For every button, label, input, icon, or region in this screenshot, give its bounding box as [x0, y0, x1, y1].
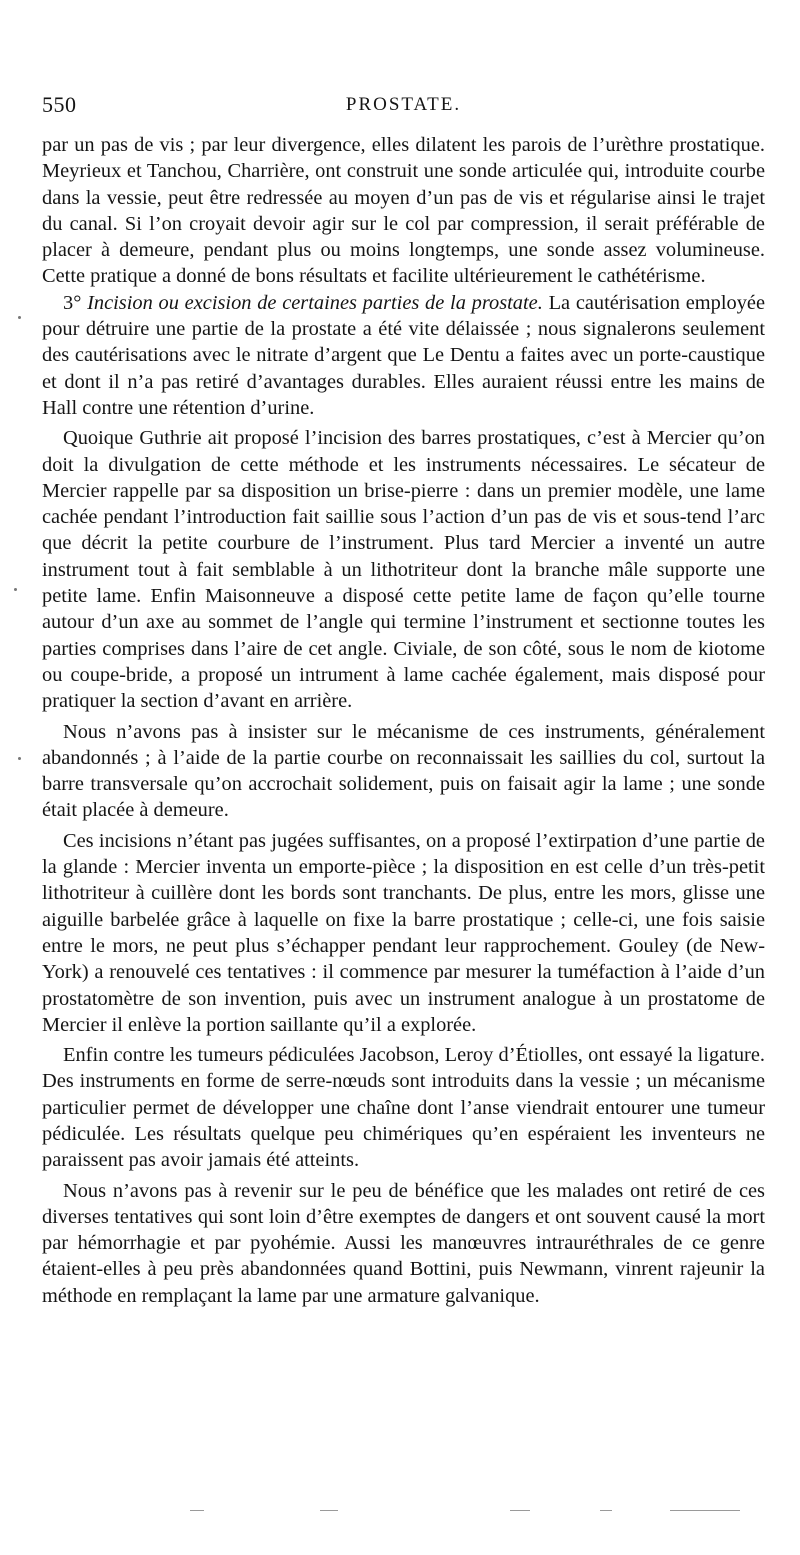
footer-scan-marks	[180, 1510, 760, 1520]
book-page	[42, 92, 765, 1309]
paragraph-1: par un pas de vis ; par leur divergence, elles dilatent les parois de l’urèthre prostatique. Meyrieux et Tanchou, Charrière, ont construit une sonde articulée qui, introduite courbe dans la vessie, peut être redressée au moyen d’un pas de vis et régularise ainsi le trajet du canal. Si l’on croyait devoir agir sur le col par compression, il serait préférable de placer à demeure, pendant plus ou moins longtemps, une sonde assez volumineuse. Cette pratique a donné de bons résultats et facilite ultérieurement le cathétérisme.	[42, 134, 765, 288]
paragraph-3: Quoique Guthrie ait proposé l’incision des barres prostatiques, c’est à Mercier qu’on doit la divulgation de cette méthode et les instruments nécessaires. Le sécateur de Mercier rappelle par sa disposition un brise-pierre : dans un premier modèle, une lame cachée pendant l’introduction fait saillie sous l’action d’un pas de vis et sous-tend l’arc que décrit la petite courbure de l’instrument. Plus tard Mercier a inventé un autre instrument tout à fait semblable à un lithotriteur dont la branche mâle supporte une petite lame. Enfin Maisonneuve a disposé cette petite lame de façon qu’elle tourne autour d’un axe au sommet de l’angle qui termine l’instrument et sectionne toutes les parties comprises dans l’aire de cet angle. Civiale, de son côté, sous le nom de kiotome ou coupe-bride, a proposé un intrument à lame cachée également, mais disposé pour pratiquer la section d’avant en arrière.	[42, 427, 765, 713]
paragraph-2	[42, 290, 765, 421]
paragraph-7: Nous n’avons pas à revenir sur le peu de bénéfice que les malades ont retiré de ces diverses tentatives qui sont loin d’être exemptes de dangers et ont souvent causé la mort par hémorrhagie et par pyohémie. Aussi les manœuvres intrauréthrales de ce genre étaient-elles à peu près abandonnées quand Bottini, puis Newmann, vinrent rajeunir la méthode en remplaçant la lame par une armature galvanique.	[42, 1179, 765, 1307]
page-number: 550	[42, 92, 77, 117]
paragraph-2-text: La cautérisation employée pour détruire une partie de la prostate a été vite délaissée ; nous signalerons seulement des cautérisations avec le nitrate d’argent que Le Dentu a faites avec un porte-caustique et dont il n’a pas retiré d’avantages durables. Elles auraient réussi entre les mains de Hall contre une rétention d’urine.	[42, 291, 765, 419]
section-heading: Incision ou excision de certaines parties de la prostate.	[87, 291, 543, 314]
margin-speck	[18, 757, 21, 760]
section-number: 3°	[63, 291, 82, 314]
paragraph-4: Nous n’avons pas à insister sur le mécanisme de ces instruments, généralement abandonnés ; à l’aide de la partie courbe on reconnaissait les saillies du col, surtout la barre transversale qu’on accrochait solidement, puis on faisait agir la lame ; une sonde était placée à demeure.	[42, 720, 765, 822]
paragraph-6: Enfin contre les tumeurs pédiculées Jacobson, Leroy d’Étiolles, ont essayé la ligature. Des instruments en forme de serre-nœuds sont introduits dans la vessie ; un mécanisme particulier permet de développer une chaîne dont l’anse viendrait entourer une tumeur pédiculée. Les résultats quelque peu chimériques qu’en espéraient les inventeurs ne paraissent pas avoir jamais été atteints.	[42, 1044, 765, 1172]
paragraph-5: Ces incisions n’étant pas jugées suffisantes, on a proposé l’extirpation d’une partie de la glande : Mercier inventa un emporte-pièce ; la disposition en est celle d’un très-petit lithotriteur à cuillère dont les bords sont tranchants. De plus, entre les mors, glisse une aiguille barbelée grâce à laquelle on fixe la barre prostatique ; celle-ci, une fois saisie entre le mors, ne peut plus s’échapper pendant leur rapprochement. Gouley (de New-York) a renouvelé ces tentatives : il commence par mesurer la tuméfaction à l’aide d’un prostatomètre de son invention, puis avec un instrument analogue à un prostatome de Mercier il enlève la portion saillante qu’il a explorée.	[42, 829, 765, 1036]
running-title: PROSTATE.	[345, 94, 462, 115]
body-text	[42, 132, 765, 1309]
running-head	[42, 92, 765, 132]
margin-speck	[14, 588, 17, 591]
margin-speck	[18, 316, 21, 319]
